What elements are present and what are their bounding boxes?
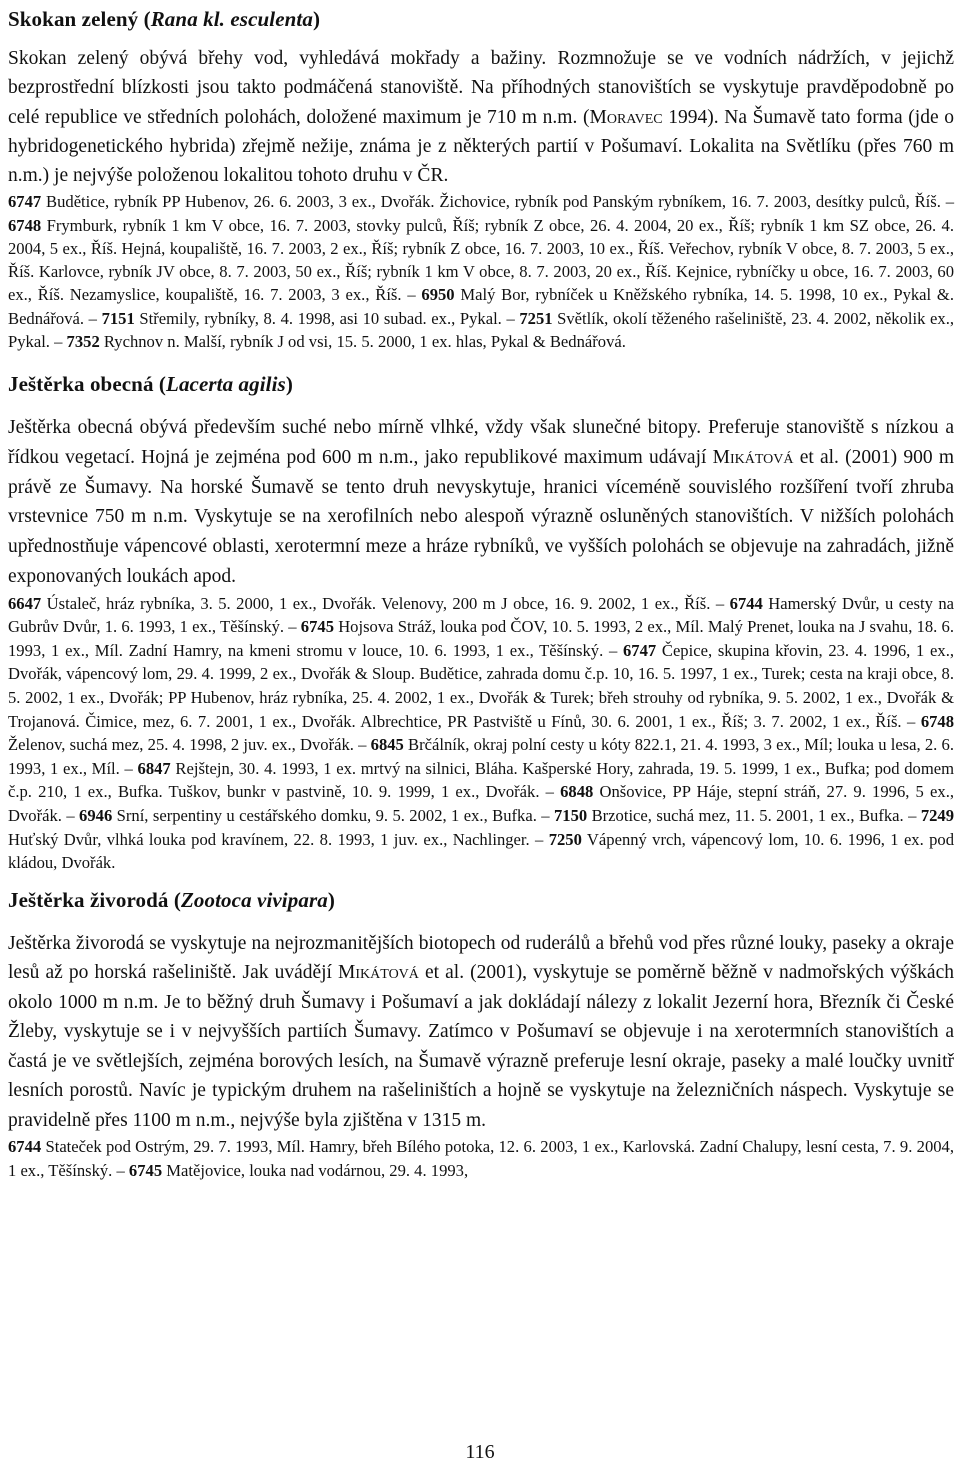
grid-square-number: 6847	[137, 758, 171, 778]
text-run: Světlík, okolí těženého rašeliniště, 23. 4. 2002, několik ex., Pykal. –	[8, 308, 954, 351]
heading-common-name: Ještěrka živorodá	[8, 887, 169, 912]
locality-records	[8, 592, 954, 875]
text-run: Hojsova Stráž, louka pod ČOV, 10. 5. 1993, 2 ex., Míl. Malý Prenet, louka na J svahu, 18. 6. 1993, 1 ex., Míl. Zadní Hamry, na kmeni stromu v louce, 10. 6. 1993, 1 ex., Těšínský. –	[8, 617, 954, 660]
section-heading: Ještěrka obecná (Lacerta agilis)	[8, 371, 293, 396]
text-run: Frymburk, rybník 1 km V obce, 16. 7. 2003, stovky pulců, Říš; rybník Z obce, 26. 4. 2004, 20 ex., Říš; rybník 1 km SZ obce, 26. 4. 2004, 5 ex., Říš. Hejná, koupaliště, 16. 7. 2003, 2 ex., Říš; rybník Z obce, 16. 7. 2003, 10 ex., Říš. Veřechov, rybník V obce, 8. 7. 2003, 5 ex., Říš. Karlovce, rybník JV obce, 8. 7. 2003, 50 ex., Říš; rybník 1 km V obce, 8. 7. 2003, 20 ex., Říš. Kejnice, rybníčky u obce, 16. 7. 2003, 60 ex., Říš. Nezamyslice, koupaliště, 16. 7. 2003, 3 ex., Říš. –	[8, 215, 954, 305]
section-paragraph	[8, 929, 954, 1136]
grid-square-number: 6845	[370, 735, 404, 755]
text-run: Brzotice, suchá mez, 11. 5. 2001, 1 ex., Bufka. –	[587, 806, 921, 826]
grid-square-number: 6748	[920, 711, 954, 731]
heading-latin-name: Rana kl. esculenta	[150, 7, 313, 31]
locality-records	[8, 190, 954, 352]
heading-latin-name: Lacerta agilis	[166, 371, 286, 396]
section-heading: Skokan zelený (Rana kl. esculenta)	[8, 7, 321, 31]
grid-square-number: 7150	[553, 806, 588, 826]
text-run: et al. (2001) 900 m právě ze Šumavy. Na horské Šumavě se tento druh nevyskytuje, hranici víceméně souvislého rozšíření tvoří zhruba vrstevnice 750 m n.m. Vyskytuje se na xerofilních nebo alespoň výrazně osluněných stanovištích. V nižších polohách upřednostňuje vápencové oblasti, xerotermní meze a hráze rybníků, ve vyšších polohách se objevuje na zahradách, jižně exponovaných loukách apod.	[8, 446, 954, 587]
author-citation: Moravec	[589, 106, 663, 128]
heading-latin-name: Zootoca vivipara	[181, 887, 328, 912]
grid-square-number: 6745	[300, 617, 334, 637]
text-run: Ústaleč, hráz rybníka, 3. 5. 2000, 1 ex., Dvořák. Velenovy, 200 m J obce, 16. 9. 2002, 1 ex., Říš. –	[41, 593, 730, 613]
text-run: Ještěrka obecná obývá především suché nebo mírně vlhké, vždy však slunečné bitopy. Preferuje stanoviště s nízkou a řídkou vegetací. Hojná je zejména pod 600 m n.m., jako republikové maximum udávají	[8, 416, 954, 468]
section-heading: Ještěrka živorodá (Zootoca vivipara)	[8, 887, 335, 912]
grid-square-number: 6745	[128, 1160, 163, 1180]
text-run: Malý Bor, rybníček u Kněžského rybníka, 14. 5. 1998, 10 ex., Pykal &. Bednářová. –	[8, 285, 954, 328]
grid-square-number: 6747	[8, 192, 42, 212]
grid-square-number: 7352	[66, 331, 100, 351]
grid-square-number: 6848	[560, 782, 594, 802]
heading-common-name: Skokan zelený	[8, 7, 139, 31]
text-run: Rejštejn, 30. 4. 1993, 1 ex. mrtvý na silnici, Bláha. Kašperské Hory, zahrada, 19. 5. 1999, 1 ex., Bufka; pod domem č.p. 210, 1 ex., Bufka. Tuškov, bunkr v pastvině, 10. 9. 1999, 1 ex., Dvořák. –	[8, 758, 955, 802]
document-page	[8, 0, 954, 1183]
text-run: Rychnov n. Malší, rybník J od vsi, 15. 5. 2000, 1 ex. hlas, Pykal & Bednářová.	[99, 331, 626, 351]
text-run: Hamerský Dvůr, u cesty na Gubrův Dvůr, 1. 6. 1993, 1 ex., Těšínský. –	[8, 593, 954, 637]
author-citation: Mikátová	[338, 962, 419, 984]
text-run: et al. (2001), vyskytuje se poměrně běžně v nadmořských výškách okolo 1000 m n.m. Je to běžný druh Šumavy i Pošumaví a jak dokládají nálezy z lokalit Jezerní hora, Březník či České Žleby, vyskytuje se i v nejvyšších partiích Šumavy. Zatímco v Pošumaví se objevuje i na xerotermních stanovištích a častá je ve světlejších, zejména borových lesích, na Šumavě výrazně preferuje lesní okraje, paseky a malé loučky uvnitř lesních porostů. Navíc je typickým druhem na rašeliništích a hojně se vyskytuje na železničních náspech. Vyskytuje se pravidelně přes 1100 m n.m., nejvýše byla zjištěna v 1315 m.	[8, 962, 954, 1131]
text-run: Vápenný vrch, vápencový lom, 10. 6. 1996, 1 ex. pod kládou, Dvořák.	[8, 829, 954, 873]
text-run: Matějovice, louka nad vodárnou, 29. 4. 1993,	[162, 1160, 469, 1180]
text-run: Skokan zelený obývá břehy vod, vyhledává mokřady a bažiny. Rozmnožuje se ve vodních nádržích, v jejichž bezprostřední blízkosti jsou takto podmáčená stanoviště. Na příhodných stanovištích se vyskytuje pravděpodobně po celé republice ve středních polohách, doložené maximum je 710 m n.m. (	[8, 48, 954, 128]
text-run: Brčálník, okraj polní cesty u kóty 822.1, 21. 4. 1993, 3 ex., Míl; louka u lesa, 2. 6. 1993, 1 ex., Míl. –	[8, 735, 954, 778]
grid-square-number: 6946	[79, 806, 113, 826]
section-zootoca-vivipara	[8, 887, 954, 1183]
text-run: Stateček pod Ostrým, 29. 7. 1993, Míl. Hamry, břeh Bílého potoka, 12. 6. 2003, 1 ex., Karlovská. Zadní Chalupy, lesní cesta, 7. 9. 2004, 1 ex., Těšínský. –	[8, 1137, 954, 1180]
section-paragraph	[8, 413, 954, 592]
locality-records	[8, 1135, 954, 1182]
grid-square-number: 6744	[8, 1137, 42, 1157]
text-run: Ještěrka živorodá se vyskytuje na nejrozmanitějších biotopech od ruderálů a břehů vod přes různé louky, paseky a okraje lesů až po horská rašeliniště. Jak uvádějí	[8, 932, 954, 984]
text-run: Čepice, skupina křovin, 23. 4. 1996, 1 ex., Dvořák, vápencový lom, 29. 4. 1999, 2 ex., Dvořák & Sloup. Budětice, zahrada domu č.p. 10, 16. 5. 1997, 1 ex., Turek; cesta na kraji obce, 8. 5. 2002, 1 ex., Dvořák; PP Hubenov, hráz rybníka, 25. 4. 2002, 1 ex., Dvořák & Turek; břeh strouhy od rybníka, 9. 5. 2002, 1 ex., Dvořák & Trojanová. Čimice, mez, 6. 7. 2001, 1 ex., Dvořák. Albrechtice, PR Pastviště u Fínů, 30. 6. 2001, 1 ex., Říš; 3. 7. 2002, 1 ex., Říš. –	[8, 640, 954, 731]
grid-square-number: 6747	[622, 640, 657, 660]
section-lacerta-agilis	[8, 371, 954, 875]
text-run: 1994). Na Šumavě tato forma (jde o hybridogenetického hybrida) zřejmě nežije, známa je z některých partií v Pošumaví. Lokalita na Světlíku (přes 760 m n.m.) je nejvýše položenou lokalitou tohoto druhu v ČR.	[8, 106, 955, 187]
text-run: Budětice, rybník PP Hubenov, 26. 6. 2003, 3 ex., Dvořák. Žichovice, rybník pod Panským rybníkem, 16. 7. 2003, desítky pulců, Říš. –	[41, 192, 954, 212]
page-number: 116	[465, 1441, 495, 1463]
grid-square-number: 7251	[519, 308, 553, 328]
grid-square-number: 6950	[421, 285, 455, 305]
grid-square-number: 7250	[548, 829, 582, 849]
text-run: Želenov, suchá mez, 25. 4. 1998, 2 juv. ex., Dvořák. –	[8, 735, 371, 755]
grid-square-number: 6744	[729, 593, 763, 613]
author-citation: Mikátová	[712, 446, 794, 468]
heading-common-name: Ještěrka obecná	[8, 371, 154, 396]
text-run: Střemily, rybníky, 8. 4. 1998, asi 10 subad. ex., Pykal. –	[134, 308, 520, 328]
grid-square-number: 7249	[920, 806, 954, 826]
text-run: Huťský Dvůr, vlhká louka pod kravínem, 22. 8. 1993, 1 juv. ex., Nachlinger. –	[8, 829, 549, 849]
grid-square-number: 7151	[101, 308, 135, 328]
section-rana-esculenta	[8, 0, 954, 353]
text-run: Srní, serpentiny u cestářského domku, 9. 5. 2002, 1 ex., Bufka. –	[112, 806, 554, 826]
grid-square-number: 6647	[8, 593, 42, 613]
text-run: Onšovice, PP Háje, stepní stráň, 27. 9. 1996, 5 ex., Dvořák. –	[8, 782, 954, 826]
grid-square-number: 6748	[8, 215, 42, 235]
section-paragraph	[8, 44, 954, 190]
